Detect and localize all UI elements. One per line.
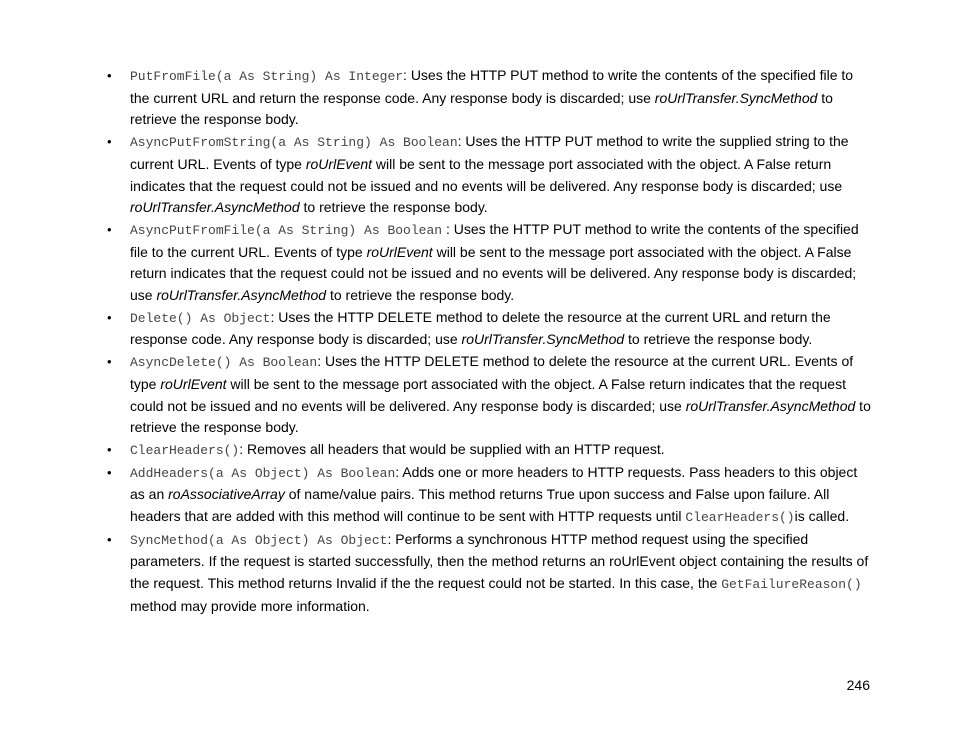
method-item-add-headers: [107, 462, 872, 529]
method-description: : Adds one or more headers to HTTP requests. Pass headers to this object as an: [130, 463, 858, 503]
bullet: [107, 439, 130, 461]
type-reference: roAssociativeArray: [168, 486, 285, 503]
method-item-async-put-from-file: [107, 219, 872, 307]
bullet: [107, 529, 130, 551]
bullet: [107, 307, 130, 329]
method-description: : Uses the HTTP PUT method to write the contents of the specified file to the current URL and return the response code. Any response body is discarded; use: [130, 67, 854, 106]
method-item-async-put-from-string: [107, 131, 872, 219]
method-description: : Removes all headers that would be supplied with an HTTP request.: [239, 440, 665, 457]
method-item-delete: [107, 307, 872, 351]
method-description: to retrieve the response body.: [326, 287, 515, 304]
page-number: 246: [846, 677, 870, 693]
method-description: : Performs a synchronous HTTP method request using the specified parameters. If the request is started successfully, then the method returns an roUrlEvent object containing the results of the request. This method returns Invalid if the the request could not be started. In this case, the: [130, 530, 869, 592]
method-description: : Uses the HTTP PUT method to write the contents of the specified file to the current URL. Events of type: [130, 220, 859, 260]
method-signature: Delete() As Object: [130, 310, 271, 326]
method-description: to retrieve the response body.: [130, 397, 871, 436]
type-reference: roUrlEvent: [305, 155, 372, 172]
method-description: to retrieve the response body.: [299, 199, 488, 216]
method-description: : Uses the HTTP PUT method to write the supplied string to the current URL. Events of type: [130, 133, 849, 172]
method-reference: roUrlTransfer.SyncMethod: [654, 89, 818, 106]
method-item-sync-method: [107, 529, 872, 618]
method-description: is called.: [794, 508, 850, 525]
method-signature: PutFromFile(a As String) As Integer: [130, 69, 404, 84]
method-description: to retrieve the response body.: [130, 89, 833, 128]
bullet: [107, 219, 130, 241]
method-signature: AsyncDelete() As Boolean: [130, 355, 318, 371]
method-reference: roUrlTransfer.SyncMethod: [461, 331, 625, 348]
code-reference: GetFailureReason(): [721, 577, 862, 593]
method-reference: roUrlTransfer.AsyncMethod: [156, 287, 327, 304]
type-reference: roUrlEvent: [366, 243, 433, 260]
method-description: : Uses the HTTP DELETE method to delete the resource at the current URL and return the response code. Any response body is discarded; use: [130, 308, 831, 348]
method-description: will be sent to the message port associated with the object. A False return indicates that the request could not be issued and no events will be delivered. Any response body is discarded; use: [130, 243, 857, 304]
bullet: [107, 131, 130, 153]
method-description: will be sent to the message port associated with the object. A False return indicates that the request could not be issued and no events will be delivered. Any response body is discarded; use: [130, 375, 846, 414]
method-item-put-from-file: [107, 65, 872, 131]
method-reference: roUrlTransfer.AsyncMethod: [130, 199, 300, 216]
bullet: [107, 462, 130, 484]
method-signature: AsyncPutFromFile(a As String) As Boolean: [130, 222, 443, 238]
method-description: method may provide more information.: [130, 597, 370, 614]
method-signature: AddHeaders(a As Object) As Boolean: [130, 465, 396, 481]
bullet: [107, 65, 130, 87]
method-list: [107, 65, 872, 618]
code-reference: ClearHeaders(): [685, 510, 795, 526]
method-description: of name/value pairs. This method returns True upon success and False upon failure. All headers that are added with this method will continue to be sent with HTTP requests until: [130, 486, 830, 525]
method-reference: roUrlTransfer.AsyncMethod: [685, 397, 856, 414]
method-item-async-delete: [107, 351, 872, 439]
type-reference: roUrlEvent: [160, 375, 227, 392]
method-item-clear-headers: [107, 439, 872, 462]
method-signature: AsyncPutFromString(a As String) As Boolean: [130, 135, 458, 151]
bullet: [107, 351, 130, 373]
method-description: : Uses the HTTP DELETE method to delete the resource at the current URL. Events of type: [130, 353, 854, 392]
method-description: will be sent to the message port associated with the object. A False return indicates that the request could not be issued and no events will be delivered. Any response body is discarded; use: [130, 155, 843, 194]
method-signature: ClearHeaders(): [130, 442, 240, 458]
method-signature: SyncMethod(a As Object) As Object: [130, 532, 388, 548]
method-description: to retrieve the response body.: [624, 331, 813, 348]
